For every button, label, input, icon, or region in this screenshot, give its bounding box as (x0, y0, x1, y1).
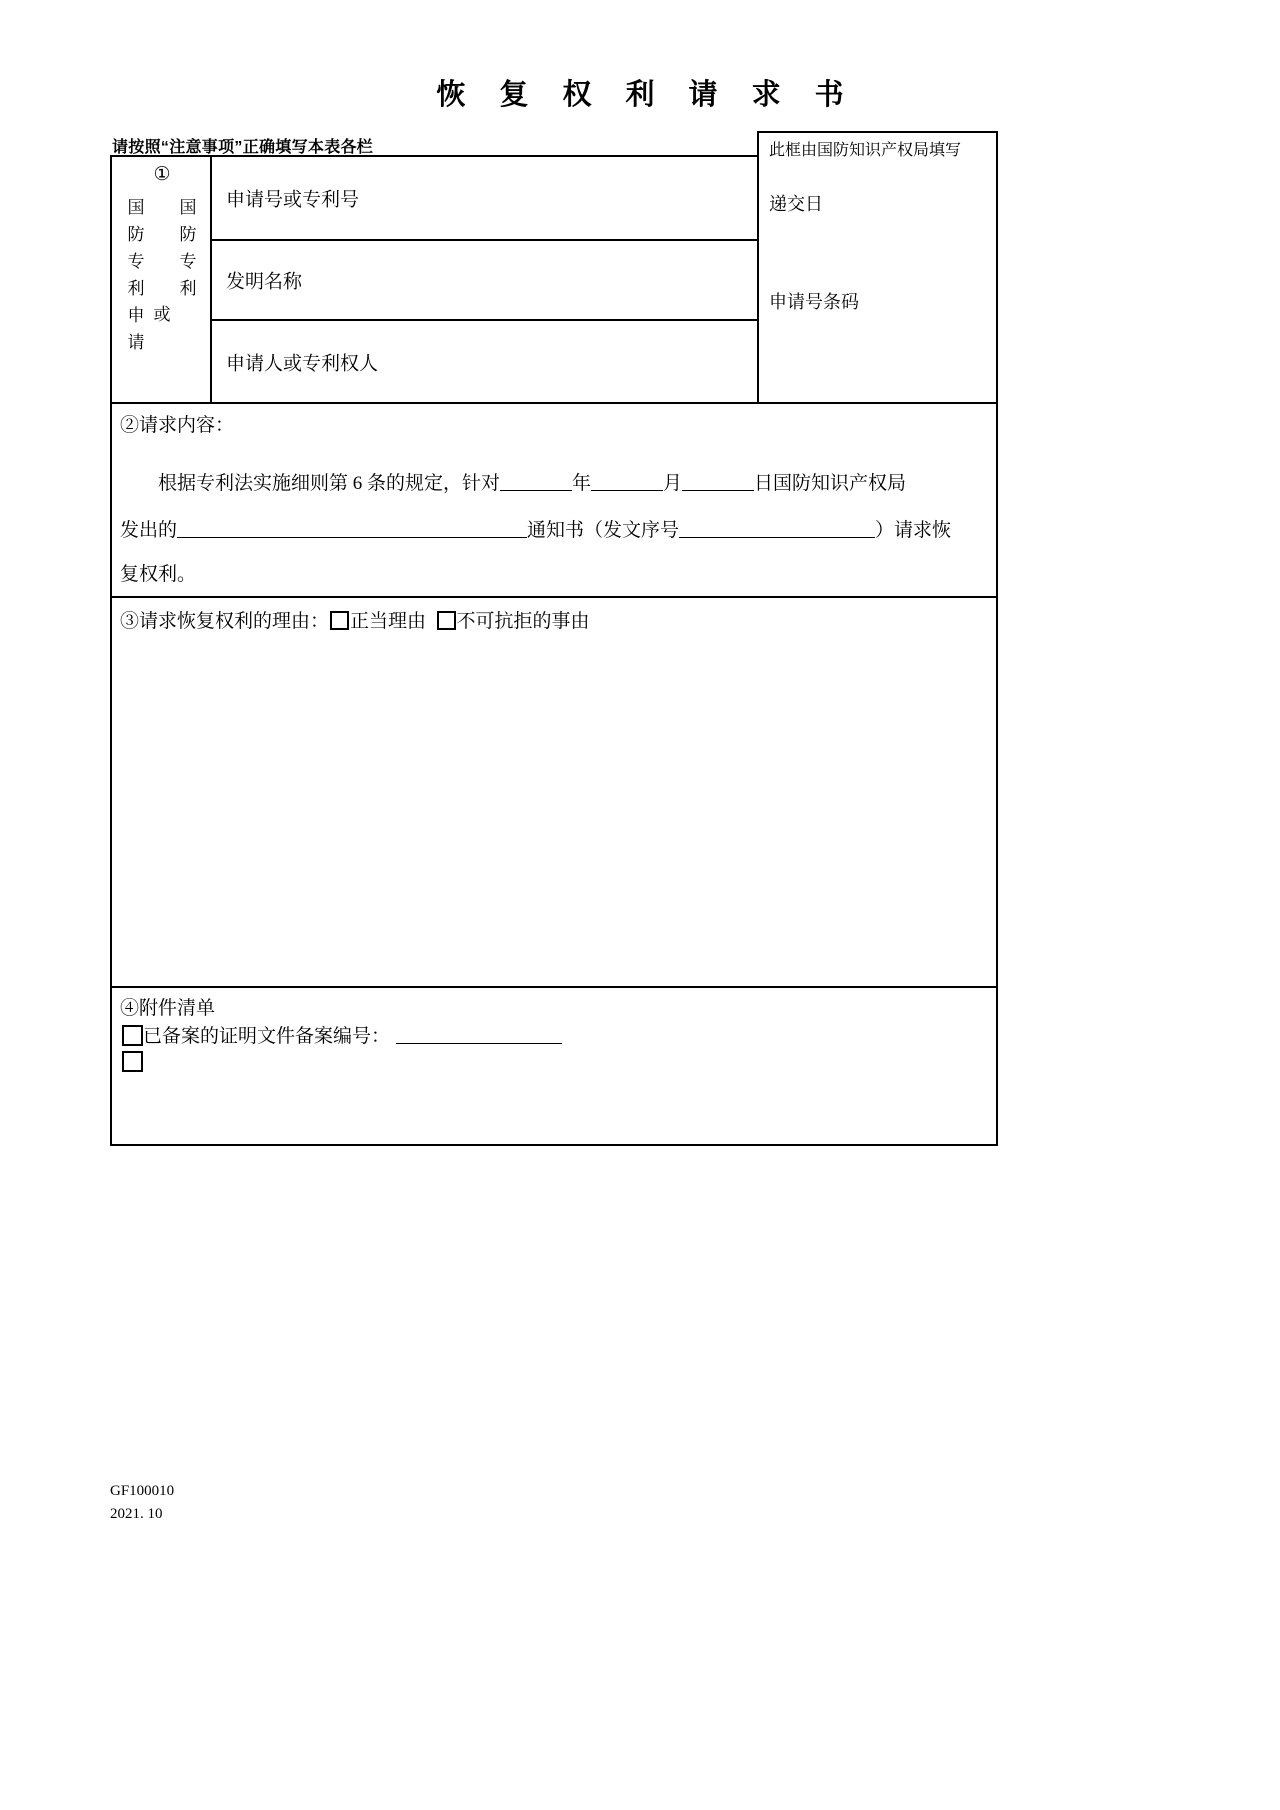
section-number-1: ① (153, 164, 171, 185)
section3-heading-row (120, 606, 590, 633)
attachment-item-filed-certificate (122, 1021, 562, 1048)
fill-instruction: 请按照“注意事项”正确填写本表各栏 (112, 139, 374, 156)
patent-type-cell (112, 157, 212, 402)
section3-heading: ③请求恢复权利的理由： (120, 611, 330, 632)
checkbox-other-attachment[interactable] (122, 1051, 143, 1072)
table-row-application-number[interactable] (212, 157, 757, 241)
checkbox-filed-certificate[interactable] (122, 1025, 143, 1046)
document-serial-blank[interactable] (679, 537, 875, 538)
vertical-text-defense-patent-application: 国 防 专 利 申 请 (127, 198, 145, 352)
request-content-line-2 (120, 515, 951, 542)
section-request-content (110, 404, 998, 598)
section-restoration-reason (110, 598, 998, 988)
issuing-office-text: 日国防知识产权局 (754, 473, 907, 494)
footer (110, 1480, 174, 1526)
regulation-text: 根据专利法实施细则第 6 条的规定，针对 (158, 473, 501, 494)
day-input-blank[interactable] (682, 490, 754, 491)
request-restore-text: ）请求恢 (875, 520, 952, 541)
page-title: 恢 复 权 利 请 求 书 (436, 79, 857, 111)
applicant-label: 申请人或专利权人 (226, 353, 379, 374)
official-use-box (757, 131, 998, 404)
year-input-blank[interactable] (500, 490, 572, 491)
section2-heading: ②请求内容： (120, 415, 235, 436)
section4-heading: ④附件清单 (120, 998, 216, 1019)
filed-certificate-label: 已备案的证明文件备案编号： (143, 1026, 391, 1047)
filing-number-blank[interactable] (396, 1043, 562, 1044)
request-content-line-3 (120, 559, 196, 586)
attachment-item-other (122, 1051, 143, 1073)
notification-text: 通知书（发文序号 (527, 520, 680, 541)
official-use-note: 此框由国防知识产权局填写 (769, 142, 962, 159)
month-unit: 月 (663, 473, 683, 494)
section-attachment-list (110, 988, 998, 1146)
vertical-text-defense-patent: 国 防 专 利 (179, 198, 197, 298)
form-version-date: 2021. 10 (110, 1506, 163, 1522)
invention-title-label: 发明名称 (226, 271, 303, 293)
force-majeure-label: 不可抗拒的事由 (456, 611, 590, 632)
table-row-invention-title[interactable] (212, 241, 757, 321)
issued-by-text: 发出的 (120, 520, 178, 541)
identification-rows (212, 157, 757, 402)
identification-table (110, 155, 759, 404)
year-unit: 年 (572, 473, 592, 494)
vertical-text-or: 或 (153, 305, 171, 324)
month-input-blank[interactable] (591, 490, 663, 491)
request-content-line-1 (120, 468, 906, 495)
application-number-label: 申请号或专利号 (226, 189, 360, 211)
restore-rights-text: 复权利。 (120, 564, 197, 585)
justified-reason-label: 正当理由 (350, 611, 427, 632)
table-row-applicant[interactable] (212, 321, 757, 402)
application-barcode-label: 申请号条码 (769, 292, 859, 312)
submit-date-label: 递交日 (769, 194, 823, 214)
checkbox-force-majeure[interactable] (437, 611, 456, 630)
notification-name-blank[interactable] (177, 537, 527, 538)
checkbox-justified-reason[interactable] (330, 611, 349, 630)
form-code: GF100010 (110, 1483, 175, 1499)
